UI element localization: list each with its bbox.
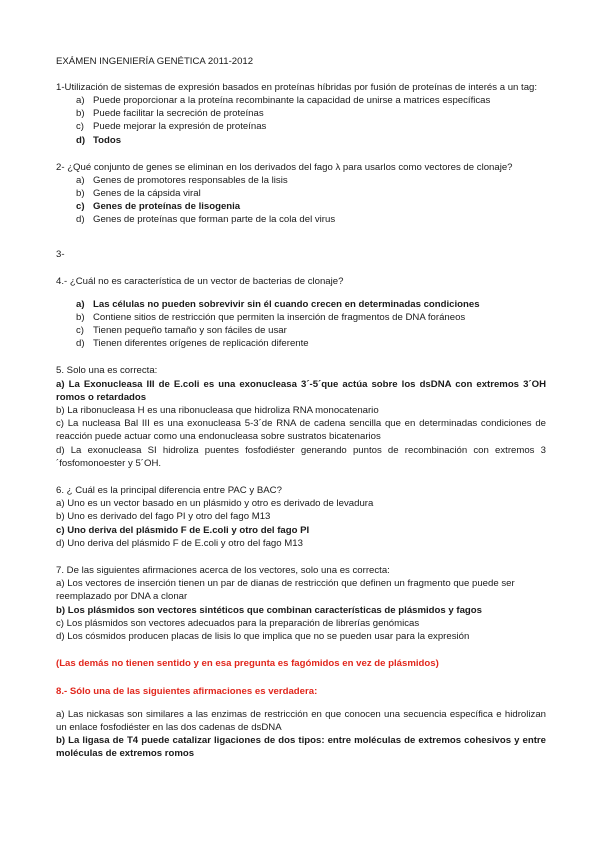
question-2-option-d: d) Genes de proteínas que forman parte de la cola del virus (76, 214, 336, 226)
question-8-option-a: a) Las nickasas son similares a las enzimas de restricción en que conocen una secuencia específica e hidrolizan un enlace fosfodiéster en las dos cadenas de dsDNA (56, 708, 546, 733)
question-5-option-b: b) La ribonucleasa H es una ribonucleasa que hidroliza RNA monocatenario (56, 405, 379, 417)
question-6-option-d: d) Uno deriva del plásmido F de E.coli y otro del fago M13 (56, 537, 303, 549)
question-6-text: 6. ¿ Cuál es la principal diferencia entre PAC y BAC? (56, 485, 282, 497)
question-5-text: 5. Solo una es correcta: (56, 365, 158, 377)
question-7-option-a: a) Los vectores de inserción tienen un par de dianas de restricción que definen un fragmento que puede ser reemplazado por DNA a clonar (56, 578, 515, 603)
question-2-options (56, 174, 546, 227)
question-3-text: 3- (56, 248, 65, 260)
question-2-text: 2- ¿Qué conjunto de genes se eliminan en los derivados del fago λ para usarlos como vectores de clonaje? (56, 161, 513, 173)
exam-document (56, 55, 546, 761)
question-2-option-c-answer: c) Genes de proteínas de lisogenia (76, 201, 241, 213)
question-6-option-c-answer: c) Uno deriva del plásmido F de E.coli y otro del fago PI (56, 524, 310, 536)
question-1-option-d-answer: d) Todos (76, 134, 122, 146)
question-8-text: 8.- Sólo una de las siguientes afirmaciones es verdadera: (56, 685, 318, 697)
question-7-note: (Las demás no tienen sentido y en esa pregunta es fagómidos en vez de plásmidos) (56, 658, 439, 670)
question-2-option-a: a) Genes de promotores responsables de la lisis (76, 174, 288, 186)
question-5-option-c: c) La nucleasa Bal III es una exonucleasa 5-3´de RNA de cadena sencilla que en determinadas condiciones de reacción puede actuar como una endonucleasa sobre sustratos bicatenarios (56, 418, 546, 443)
question-6-option-b: b) Uno es derivado del fago PI y otro del fago M13 (56, 511, 271, 523)
document-title: EXÁMEN INGENIERÍA GENÉTICA 2011-2012 (56, 56, 254, 67)
question-4-option-a-answer: a) Las células no pueden sobrevivir sin él cuando crecen en determinadas condiciones (76, 298, 480, 310)
question-5-option-d: d) La exonucleasa SI hidroliza puentes fosfodiéster generando puntos de recombinación con extremos 3´fosfomonoester y 5´OH. (56, 444, 546, 469)
question-1-option-b: b) Puede facilitar la secreción de proteínas (76, 108, 264, 120)
question-7-option-c: c) Los plásmidos son vectores adecuados para la preparación de librerías genómicas (56, 617, 420, 629)
question-4-option-b: b) Contiene sitios de restricción que permiten la inserción de fragmentos de DNA foráneos (76, 311, 466, 323)
question-1-text: 1-Utilización de sistemas de expresión basados en proteínas híbridas por fusión de proteínas de interés a un tag: (56, 82, 538, 93)
question-7-text: 7. De las siguientes afirmaciones acerca de los vectores, solo una es correcta: (56, 565, 390, 577)
question-1-option-c: c) Puede mejorar la expresión de proteínas (76, 121, 267, 133)
question-4-text: 4.- ¿Cuál no es característica de un vector de bacterias de clonaje? (56, 275, 344, 287)
question-1-options (56, 94, 546, 147)
question-4-option-c: c) Tienen pequeño tamaño y son fáciles de usar (76, 325, 287, 337)
question-7-option-b-answer: b) Los plásmidos son vectores sintéticos que combinan características de plásmidos y fagos (56, 604, 482, 616)
question-7-option-d: d) Los cósmidos producen placas de lisis lo que implica que no se pueden usar para la expresión (56, 631, 470, 643)
question-8-option-b-answer: b) La ligasa de T4 puede catalizar ligaciones de dos tipos: entre moléculas de extremos cohesivos y entre moléculas de extremos romos (56, 735, 546, 760)
question-2-option-b: b) Genes de la cápsida viral (76, 188, 201, 200)
question-5-option-a-answer: a) La Exonucleasa III de E.coli es una exonucleasa 3´-5´que actúa sobre los dsDNA con extremos 3´OH romos o retardados (56, 378, 546, 403)
question-4-option-d: d) Tienen diferentes orígenes de replicación diferente (76, 338, 309, 350)
question-4-options (56, 298, 546, 351)
question-1-option-a: a) Puede proporcionar a la proteína recombinante la capacidad de unirse a matrices específicas (76, 95, 491, 106)
question-6-option-a: a) Uno es un vector basado en un plásmido y otro es derivado de levadura (56, 498, 374, 510)
